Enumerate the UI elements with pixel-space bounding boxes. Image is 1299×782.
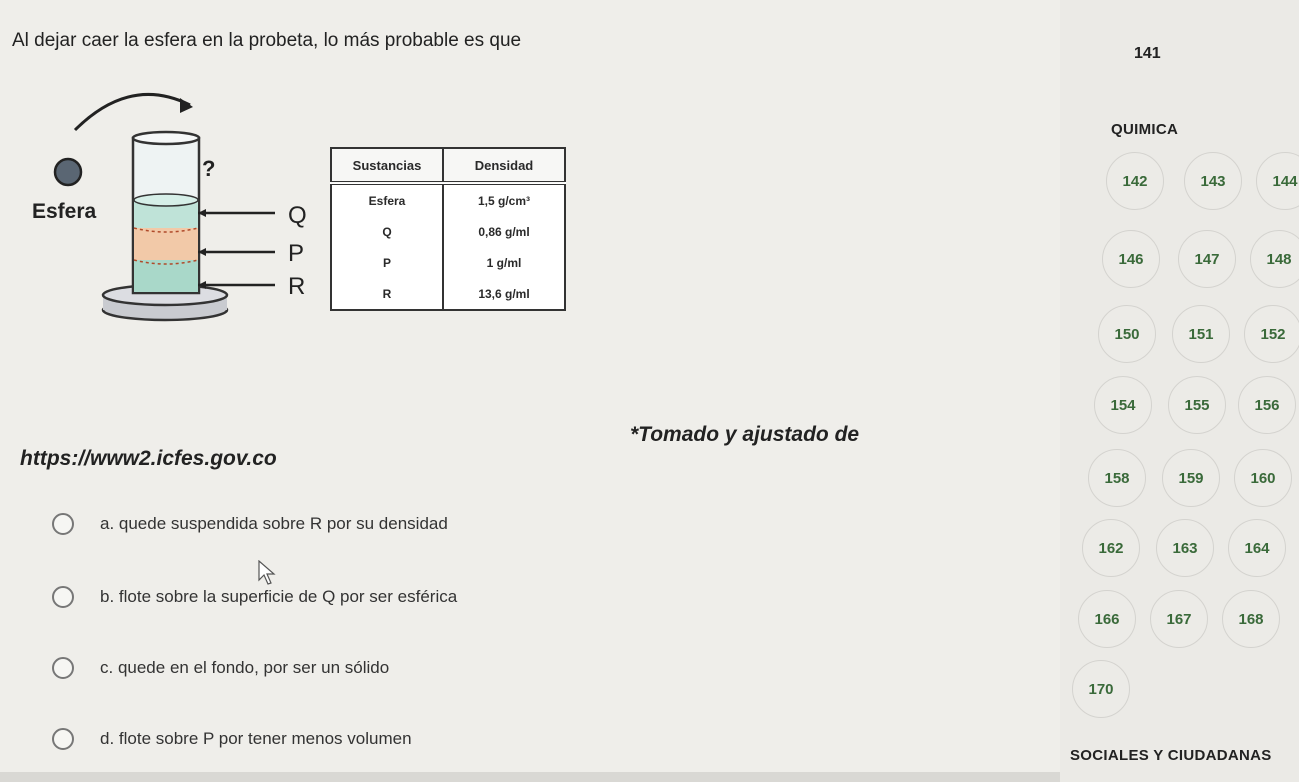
table-row [331, 216, 565, 247]
radio-button[interactable] [52, 513, 74, 535]
table-row [331, 247, 565, 278]
table-header: Densidad [443, 148, 565, 183]
radio-button[interactable] [52, 728, 74, 750]
question-number-button[interactable]: 154 [1094, 376, 1152, 434]
layer-label-q: Q [288, 202, 307, 229]
question-text: Al dejar caer la esfera en la probeta, lo más probable es que [12, 30, 522, 51]
question-number-button[interactable]: 166 [1078, 590, 1136, 648]
option-b[interactable] [52, 582, 458, 612]
table-header: Sustancias [331, 148, 443, 183]
question-number-button[interactable]: 168 [1222, 590, 1280, 648]
substance-cell: Esfera [331, 183, 443, 216]
section-title-sociales: SOCIALES Y CIUDADANAS [1070, 747, 1272, 764]
question-number-button[interactable]: 148 [1250, 230, 1299, 288]
question-number-button[interactable]: 158 [1088, 449, 1146, 507]
table-row [331, 183, 565, 216]
option-d[interactable] [52, 724, 412, 754]
option-label: b. flote sobre la superficie de Q por ser esférica [100, 587, 458, 606]
question-number-button[interactable]: 162 [1082, 519, 1140, 577]
arrow-head-icon [180, 98, 193, 113]
drop-arrow-icon [75, 94, 190, 130]
question-number-button[interactable]: 167 [1150, 590, 1208, 648]
density-cell: 0,86 g/ml [478, 224, 530, 239]
question-number-button[interactable]: 150 [1098, 305, 1156, 363]
density-cell: 1,5 g/cm³ [477, 193, 531, 208]
source-url: https://www2.icfes.gov.co [20, 447, 277, 470]
layer-p [134, 228, 198, 260]
question-mark: ? [202, 156, 216, 181]
table-row [331, 278, 565, 310]
mouse-pointer-icon [258, 560, 278, 586]
question-number-button[interactable]: 143 [1184, 152, 1242, 210]
sphere-icon [55, 159, 81, 185]
layer-label-r: R [288, 273, 306, 300]
substance-cell: R [331, 278, 443, 310]
option-label: a. quede suspendida sobre R por su densidad [100, 514, 448, 533]
question-number-button[interactable]: 160 [1234, 449, 1292, 507]
question-number-button[interactable]: 155 [1168, 376, 1226, 434]
question-number-button[interactable]: 163 [1156, 519, 1214, 577]
layer-r [134, 260, 198, 292]
question-number-button[interactable]: 146 [1102, 230, 1160, 288]
current-question-number[interactable]: 141 [1134, 45, 1161, 62]
question-number-button[interactable]: 170 [1072, 660, 1130, 718]
question-number-button[interactable]: 152 [1244, 305, 1299, 363]
substance-cell: P [331, 247, 443, 278]
source-note: *Tomado y ajustado de [630, 423, 860, 446]
radio-button[interactable] [52, 586, 74, 608]
density-cell: 13,6 g/ml [478, 286, 530, 301]
question-number-button[interactable]: 144 [1256, 152, 1299, 210]
layer-label-p: P [288, 240, 305, 267]
substance-cell: Q [331, 216, 443, 247]
option-label: d. flote sobre P por tener menos volumen [100, 729, 412, 748]
bottom-bar [0, 772, 1060, 782]
density-cell: 1 g/ml [486, 255, 522, 270]
radio-button[interactable] [52, 657, 74, 679]
sphere-label: Esfera [32, 200, 97, 223]
question-number-button[interactable]: 156 [1238, 376, 1296, 434]
question-number-button[interactable]: 142 [1106, 152, 1164, 210]
question-number-button[interactable]: 159 [1162, 449, 1220, 507]
section-title-quimica: QUIMICA [1111, 121, 1179, 138]
question-number-button[interactable]: 151 [1172, 305, 1230, 363]
question-number-button[interactable]: 147 [1178, 230, 1236, 288]
option-label: c. quede en el fondo, por ser un sólido [100, 658, 390, 677]
question-number-button[interactable]: 164 [1228, 519, 1286, 577]
option-c[interactable] [52, 653, 390, 683]
density-table [330, 147, 566, 311]
option-a[interactable] [52, 509, 448, 539]
